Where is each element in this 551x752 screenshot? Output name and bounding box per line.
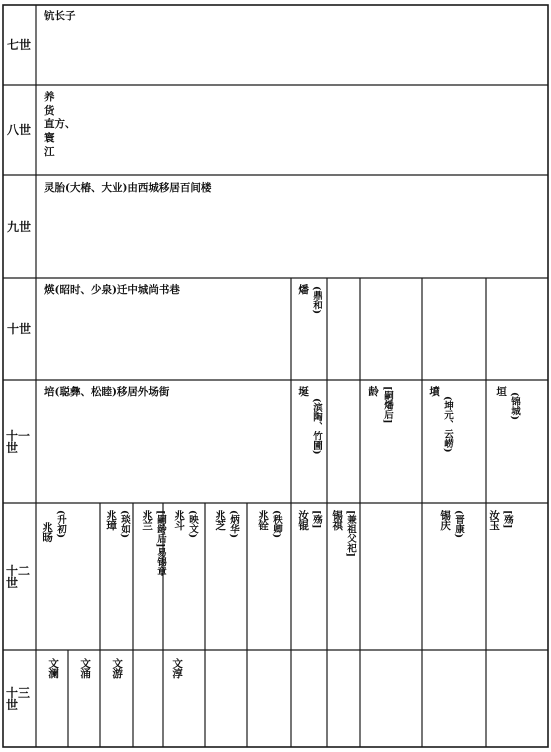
g12-name-7: 锡祺	[331, 510, 344, 530]
g13-name-2: 文游	[111, 658, 124, 678]
g12-note-3: (映文)	[187, 510, 198, 538]
generation-label-11: 十一世	[6, 428, 31, 455]
g13-name-1: 文涌	[79, 658, 92, 678]
generation-label-7: 七世	[6, 38, 31, 52]
g11-c-name: 墳	[428, 386, 441, 396]
g12-note-6: [殇]	[311, 510, 322, 529]
g11-a-name: 埏	[297, 386, 310, 396]
generation-label-12: 十二世	[6, 563, 31, 590]
g11-b-name: 龄	[367, 386, 380, 396]
g11-d-note: (锦城)	[509, 392, 520, 420]
g11-d-name: 垣	[495, 386, 508, 396]
g12-name-0: 兆旸	[41, 522, 54, 542]
g10-branch-note: (鼎和)	[311, 286, 322, 314]
generation-label-13: 十三世	[6, 685, 31, 712]
g11-a-note: (滨陶、竹圃)	[311, 398, 322, 455]
g12-name-4: 兆芝	[214, 510, 227, 530]
g12-name-2: 兆兰	[141, 510, 154, 530]
g12-note-0: (升初)	[55, 510, 66, 538]
g7-name: 钪长子	[44, 10, 76, 22]
g11-main: 培(聪彝、松睦)移居外场街	[44, 386, 170, 398]
g12-note-7: [兼祖父祀]	[345, 510, 356, 557]
g12-name-9: 汝玉	[488, 510, 501, 530]
g11-b-note: [嗣燔后]	[382, 386, 393, 424]
g12-note-4: (炳华)	[228, 510, 239, 538]
g10-branch-name: 燔	[297, 284, 310, 294]
g12-name-5: 兆铨	[257, 510, 270, 530]
g11-c-note: (坤元、云崂)	[442, 396, 453, 453]
g8-name: 养 货 直方、 寰 江	[44, 91, 76, 158]
g12-note-5: (秩卿)	[271, 510, 282, 538]
generation-label-8: 八世	[6, 123, 31, 137]
g10-main: 煐(昭时、少泉)迁中城尚书巷	[44, 284, 180, 296]
g12-note-8: (晋康)	[453, 510, 464, 538]
g12-note-9: [殇]	[502, 510, 513, 529]
table-border	[3, 5, 548, 747]
g12-note-2: [嗣龄后]易锡章	[155, 510, 166, 576]
generation-label-9: 九世	[6, 219, 31, 234]
g12-name-6: 汝锟	[297, 510, 310, 530]
g12-name-8: 锡庆	[439, 510, 452, 530]
g9-name: 灵胎(大椿、大业)由西城移居百间楼	[44, 182, 212, 194]
generation-label-10: 十世	[6, 322, 31, 336]
g12-note-1: (琰如)	[119, 510, 130, 538]
g12-name-3: 兆斗	[173, 510, 186, 530]
g13-name-0: 文澜	[47, 658, 60, 678]
g13-name-3: 文淳	[171, 658, 184, 678]
g12-name-1: 兆璋	[105, 510, 118, 530]
